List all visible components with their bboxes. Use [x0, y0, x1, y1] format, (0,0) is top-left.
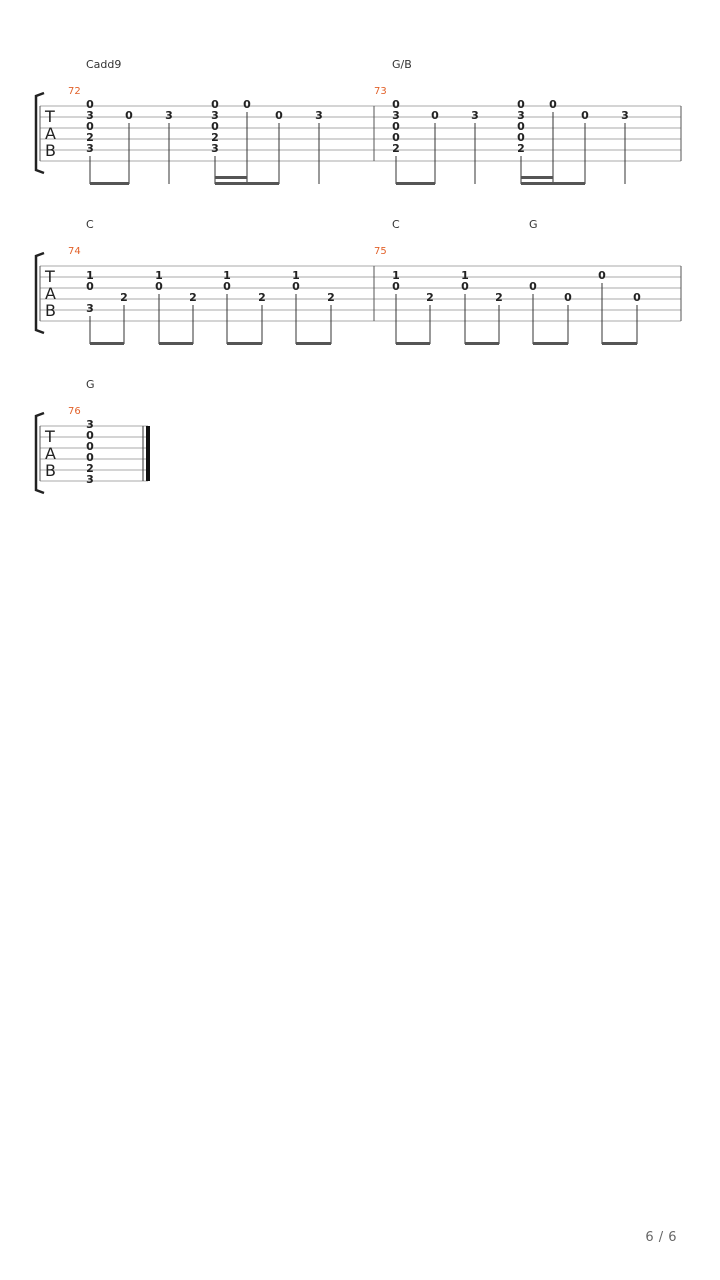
fret-number: 0: [517, 131, 525, 144]
fret-number: 0: [392, 98, 400, 111]
system-3: [36, 378, 150, 493]
tab-clef-t: T: [45, 427, 55, 446]
chord-name: G: [86, 378, 95, 391]
fret-number: 2: [86, 462, 94, 475]
staff-lines: [40, 266, 681, 321]
fret-number: 0: [461, 280, 469, 293]
fret-number: 0: [517, 120, 525, 133]
fret-number: 0: [275, 109, 283, 122]
fret-number: 0: [86, 120, 94, 133]
fret-number: 2: [120, 291, 128, 304]
fret-number: 0: [211, 120, 219, 133]
measure-74: [86, 269, 335, 345]
fret-number: 3: [86, 473, 94, 486]
tab-clef-b: B: [45, 301, 56, 320]
fret-number: 3: [621, 109, 629, 122]
system-1: [36, 58, 681, 185]
fret-number: 3: [86, 302, 94, 315]
measure-number: 74: [68, 246, 81, 257]
fret-number: 0: [211, 98, 219, 111]
beam: [215, 182, 279, 185]
tab-clef-a: A: [45, 444, 56, 463]
beam: [396, 342, 430, 345]
fret-number: 1: [223, 269, 231, 282]
fret-number: 0: [223, 280, 231, 293]
beam: [296, 342, 331, 345]
page-number: 6 / 6: [645, 1230, 677, 1245]
fret-number: 1: [155, 269, 163, 282]
chord-name: Cadd9: [86, 58, 122, 71]
fret-number: 0: [86, 429, 94, 442]
fret-number: 0: [392, 280, 400, 293]
fret-number: 0: [125, 109, 133, 122]
fret-number: 2: [327, 291, 335, 304]
fret-number: 1: [292, 269, 300, 282]
fret-number: 3: [86, 109, 94, 122]
fret-number: 3: [86, 142, 94, 155]
fret-number: 0: [392, 131, 400, 144]
measure-number: 72: [68, 86, 81, 97]
measure-number: 75: [374, 246, 387, 257]
system-2: [36, 218, 681, 345]
fret-number: 0: [86, 451, 94, 464]
beam: [215, 176, 247, 179]
fret-number: 0: [564, 291, 572, 304]
fret-number: 3: [392, 109, 400, 122]
fret-number: 1: [461, 269, 469, 282]
tab-clef-b: B: [45, 141, 56, 160]
beam: [227, 342, 262, 345]
fret-number: 0: [598, 269, 606, 282]
fret-number: 3: [165, 109, 173, 122]
beam: [396, 182, 435, 185]
beam: [90, 182, 129, 185]
beam: [465, 342, 499, 345]
staff-lines: [40, 426, 148, 481]
fret-number: 0: [243, 98, 251, 111]
fret-number: 3: [315, 109, 323, 122]
fret-number: 2: [86, 131, 94, 144]
beam: [602, 342, 637, 345]
fret-number: 0: [529, 280, 537, 293]
measure-75: [392, 269, 641, 345]
fret-number: 0: [292, 280, 300, 293]
tab-clef-t: T: [45, 267, 55, 286]
fret-number: 0: [633, 291, 641, 304]
fret-number: 1: [86, 269, 94, 282]
fret-number: 2: [517, 142, 525, 155]
chord-name: G: [529, 218, 538, 231]
fret-number: 2: [258, 291, 266, 304]
fret-number: 3: [211, 109, 219, 122]
fret-number: 3: [211, 142, 219, 155]
measure-76: [86, 418, 94, 486]
beam: [90, 342, 124, 345]
fret-number: 0: [581, 109, 589, 122]
chord-name: G/B: [392, 58, 412, 71]
chord-name: C: [86, 218, 94, 231]
fret-number: 2: [189, 291, 197, 304]
fret-number: 0: [431, 109, 439, 122]
beam: [521, 182, 585, 185]
fret-number: 0: [392, 120, 400, 133]
measure-number: 76: [68, 406, 81, 417]
fret-number: 3: [517, 109, 525, 122]
tab-clef-b: B: [45, 461, 56, 480]
fret-number: 1: [392, 269, 400, 282]
fret-number: 0: [549, 98, 557, 111]
tab-clef-a: A: [45, 284, 56, 303]
fret-number: 0: [86, 280, 94, 293]
chord-name: C: [392, 218, 400, 231]
fret-number: 2: [495, 291, 503, 304]
measure-number: 73: [374, 86, 387, 97]
fret-number: 0: [517, 98, 525, 111]
fret-number: 2: [211, 131, 219, 144]
fret-number: 0: [86, 440, 94, 453]
final-barline-thick: [146, 426, 150, 481]
beam: [521, 176, 553, 179]
tab-clef-t: T: [45, 107, 55, 126]
fret-number: 0: [86, 98, 94, 111]
fret-number: 3: [471, 109, 479, 122]
measure-72: [86, 98, 323, 185]
fret-number: 0: [155, 280, 163, 293]
fret-number: 3: [86, 418, 94, 431]
beam: [533, 342, 568, 345]
beam: [159, 342, 193, 345]
fret-number: 2: [392, 142, 400, 155]
fret-number: 2: [426, 291, 434, 304]
tab-clef-a: A: [45, 124, 56, 143]
measure-73: [392, 98, 629, 185]
